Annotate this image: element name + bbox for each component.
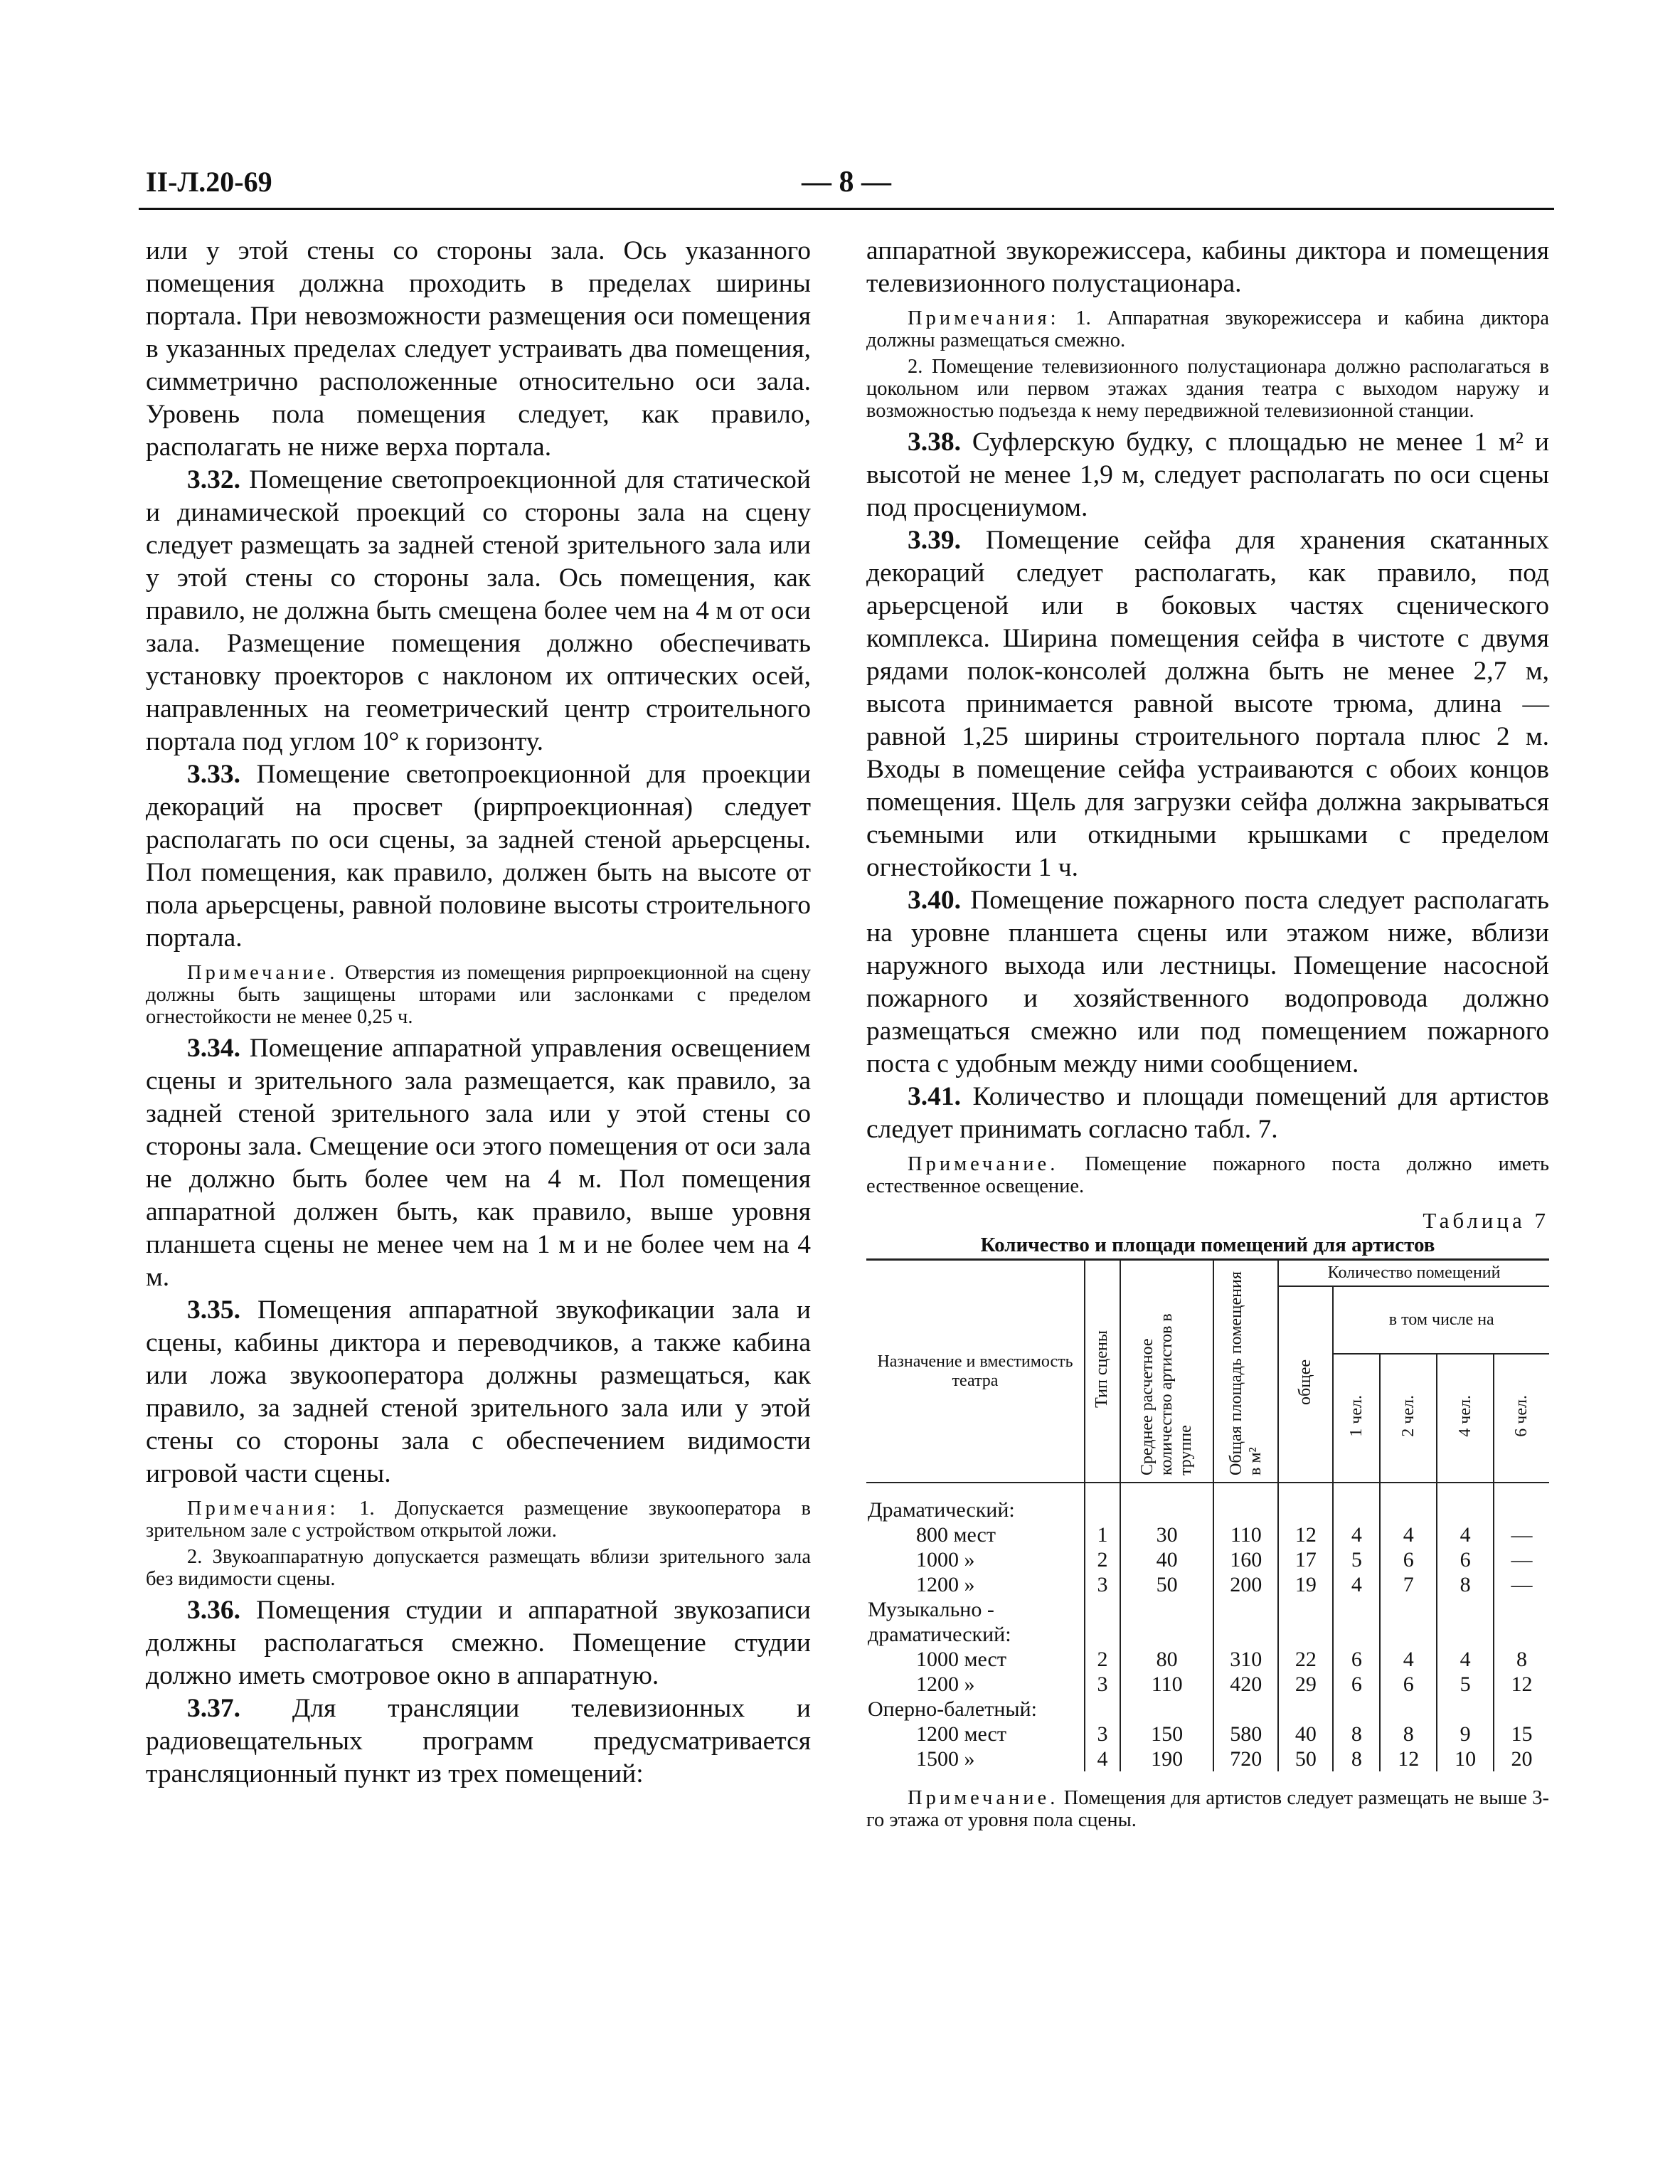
note-label: Примечание. <box>187 962 339 984</box>
area-cell: 160 <box>1213 1547 1278 1572</box>
p6-cell: — <box>1494 1572 1549 1597</box>
p4-cell: 4 <box>1437 1647 1494 1672</box>
section-text: Помещение светопроекционной для проекции декораций на просвет (рирпроекционная) следует располагать по оси сцены, за задней стеной арьерсцены. Пол помещения, как правило, должен быть на высоте от пола арьерсцены, равной половине высоты строительного портала. <box>146 760 811 953</box>
header-including: в том числе на <box>1333 1286 1549 1354</box>
section-number: 3.32. <box>187 465 240 494</box>
note-label: Примечание. <box>908 1153 1059 1175</box>
stage-type-cell: 1 <box>1085 1522 1120 1547</box>
header-total: общее <box>1278 1286 1333 1483</box>
section-text: Суфлерскую будку, с площадью не менее 1 м² и высотой не менее 1,9 м, следует располагать по оси сцены под просцениумом. <box>866 428 1549 522</box>
area-cell: 580 <box>1213 1722 1278 1746</box>
artists-cell: 150 <box>1120 1722 1214 1746</box>
section-3-33 <box>146 758 811 955</box>
p6-cell: 15 <box>1494 1722 1549 1746</box>
total-cell: 19 <box>1278 1572 1333 1597</box>
note-label: Примечания: <box>187 1497 339 1520</box>
stage-type-cell: 3 <box>1085 1572 1120 1597</box>
left-column <box>146 235 811 1791</box>
section-number: 3.34. <box>187 1034 240 1063</box>
note-broadcast-1 <box>866 307 1549 351</box>
capacity-cell: 1200 » <box>866 1672 1085 1697</box>
total-cell: 12 <box>1278 1522 1333 1547</box>
header-avg-artists: Среднее расчетное количество артистов в труппе <box>1120 1260 1214 1483</box>
p2-cell: 6 <box>1380 1547 1437 1572</box>
table-section-row <box>866 1697 1549 1722</box>
area-cell: 200 <box>1213 1572 1278 1597</box>
table-row <box>866 1647 1549 1672</box>
note-text: Отверстия из помещения рирпроекционной на сцену должны быть защищены шторами или заслонками с пределом огнестойкости не менее 0,25 ч. <box>146 962 811 1028</box>
table-row <box>866 1722 1549 1746</box>
table-caption: Таблица 7 <box>1423 1208 1549 1233</box>
section-text: Количество и площади помещений для артистов следует принимать согласно табл. 7. <box>866 1082 1549 1144</box>
section-3-36 <box>146 1594 811 1692</box>
p6-cell: — <box>1494 1522 1549 1547</box>
p2-cell: 12 <box>1380 1746 1437 1771</box>
table-row <box>866 1746 1549 1771</box>
artists-cell: 40 <box>1120 1547 1214 1572</box>
p6-cell: 8 <box>1494 1647 1549 1672</box>
p4-cell: 6 <box>1437 1547 1494 1572</box>
capacity-cell: 1200 мест <box>866 1722 1085 1746</box>
table-title: Количество и площади помещений для артистов <box>980 1234 1435 1256</box>
table-row <box>866 1547 1549 1572</box>
right-column <box>866 235 1549 1835</box>
section-number: 3.35. <box>187 1295 240 1325</box>
note-sound-2: 2. Звукоаппаратную допускается размещать вблизи зрительного зала без видимости сцены. <box>146 1546 811 1590</box>
section-label: Музыкально - драматический: <box>866 1597 1085 1647</box>
note-text: 1. Допускается размещение звукооператора в зрительном зале с устройством открытой ложи. <box>146 1497 811 1542</box>
note-broadcast-2: 2. Помещение телевизионного полустационара должно располагаться в цокольном или первом этажах здания театра с выходом наружу и возможностью подъезда к нему передвижной телевизионной станции. <box>866 356 1549 422</box>
p2-cell: 7 <box>1380 1572 1437 1597</box>
capacity-cell: 1000 мест <box>866 1647 1085 1672</box>
note-fire-post <box>866 1153 1549 1197</box>
header-total-area: Общая площадь помещения в м² <box>1213 1260 1278 1483</box>
section-3-40 <box>866 884 1549 1081</box>
p6-cell: 12 <box>1494 1672 1549 1697</box>
p6-cell: 20 <box>1494 1746 1549 1771</box>
total-cell: 22 <box>1278 1647 1333 1672</box>
table-row <box>866 1522 1549 1547</box>
section-label: Оперно-балетный: <box>866 1697 1085 1722</box>
section-number: 3.39. <box>908 526 961 555</box>
table-section-row <box>866 1483 1549 1522</box>
paragraph-continued: или у этой стены со стороны зала. Ось указанного помещения должна проходить в пределах ширины портала. При невозможности размещения оси помещения в указанных пределах следует устраивать два помещения, симметрично расположенные относительно оси зала. Уровень пола помещения следует, как правило, располагать не ниже верха портала. <box>146 236 811 462</box>
area-cell: 110 <box>1213 1522 1278 1547</box>
stage-type-cell: 3 <box>1085 1722 1120 1746</box>
p1-cell: 5 <box>1333 1547 1380 1572</box>
p2-cell: 6 <box>1380 1672 1437 1697</box>
stage-type-cell: 3 <box>1085 1672 1120 1697</box>
p2-cell: 4 <box>1380 1647 1437 1672</box>
artists-cell: 30 <box>1120 1522 1214 1547</box>
capacity-cell: 1200 » <box>866 1572 1085 1597</box>
p4-cell: 8 <box>1437 1572 1494 1597</box>
section-number: 3.38. <box>908 428 961 457</box>
artists-cell: 80 <box>1120 1647 1214 1672</box>
header-6-persons: 6 чел. <box>1494 1354 1549 1483</box>
document-code: II-Л.20-69 <box>146 166 272 198</box>
note-artists-floor <box>866 1787 1549 1831</box>
header-2-persons: 2 чел. <box>1380 1354 1437 1483</box>
p6-cell: — <box>1494 1547 1549 1572</box>
section-text: Помещение аппаратной управления освещением сцены и зрительного зала размещается, как правило, за задней стеной зрительного зала или у этой стены со стороны зала. Смещение оси этого помещения от оси зала не должно быть более чем на 4 м. Пол помещения аппаратной должен быть, как правило, выше уровня планшета сцены не менее чем на 1 м и не более чем на 4 м. <box>146 1034 811 1292</box>
p2-cell: 4 <box>1380 1522 1437 1547</box>
table-row <box>866 1572 1549 1597</box>
p1-cell: 6 <box>1333 1672 1380 1697</box>
artists-rooms-table <box>866 1258 1549 1771</box>
section-text: Помещения студии и аппаратной звукозаписи должны располагаться смежно. Помещение студии должно иметь смотровое окно в аппаратную. <box>146 1596 811 1690</box>
section-3-32 <box>146 464 811 758</box>
area-cell: 420 <box>1213 1672 1278 1697</box>
note-label: Примечания: <box>908 307 1060 329</box>
p2-cell: 8 <box>1380 1722 1437 1746</box>
p1-cell: 4 <box>1333 1572 1380 1597</box>
note-text: Помещение пожарного поста должно иметь естественное освещение. <box>866 1153 1549 1197</box>
note-label: Примечание. <box>908 1787 1059 1809</box>
artists-cell: 190 <box>1120 1746 1214 1771</box>
artists-cell: 50 <box>1120 1572 1214 1597</box>
p4-cell: 5 <box>1437 1672 1494 1697</box>
capacity-cell: 1500 » <box>866 1746 1085 1771</box>
p1-cell: 6 <box>1333 1647 1380 1672</box>
p4-cell: 9 <box>1437 1722 1494 1746</box>
section-number: 3.33. <box>187 760 240 789</box>
header-4-persons: 4 чел. <box>1437 1354 1494 1483</box>
area-cell: 720 <box>1213 1746 1278 1771</box>
header-stage-type: Тип сцены <box>1085 1260 1120 1483</box>
section-text: Помещение сейфа для хранения скатанных декораций следует располагать, как правило, под арьерсценой или в боковых частях сценического комплекса. Ширина помещения сейфа в чистоте с двумя рядами полок-консолей должна быть не менее 2,7 м, высота принимается равной высоте трюма, длина — равной 1,25 ширины строительного портала плюс 2 м. Входы в помещение сейфа устраиваются с обоих концов помещения. Щель для загрузки сейфа должна закрываться съемными или откидными крышками с пределом огнестойкости 1 ч. <box>866 526 1549 882</box>
page-header <box>139 165 1554 210</box>
section-3-38 <box>866 426 1549 524</box>
artists-cell: 110 <box>1120 1672 1214 1697</box>
note-text: 1. Аппаратная звукорежиссера и кабина диктора должны размещаться смежно. <box>866 307 1549 351</box>
header-purpose: Назначение и вместимость театра <box>866 1260 1085 1483</box>
stage-type-cell: 4 <box>1085 1746 1120 1771</box>
section-text: Помещение светопроекционной для статической и динамической проекций со стороны зала на сцену следует размещать за задней стеной зрительного зала или у этой стены со стороны зала. Ось помещения, как правило, не должна быть смещена более чем на 4 м от оси зала. Размещение помещения должно обеспечивать установку проекторов с наклоном их оптических осей, направленных на геометрический центр строительного портала под углом 10° к горизонту. <box>146 465 811 756</box>
section-3-41 <box>866 1081 1549 1146</box>
page-number: — 8 — <box>802 166 891 198</box>
paragraph-continued: аппаратной звукорежиссера, кабины диктора и помещения телевизионного полустационара. <box>866 236 1549 298</box>
p1-cell: 8 <box>1333 1746 1380 1771</box>
capacity-cell: 800 мест <box>866 1522 1085 1547</box>
section-text: Для трансляции телевизионных и радиовещательных программ предусматривается трансляционный пункт из трех помещений: <box>146 1694 811 1788</box>
total-cell: 40 <box>1278 1722 1333 1746</box>
p4-cell: 4 <box>1437 1522 1494 1547</box>
table-row <box>866 1672 1549 1697</box>
section-number: 3.41. <box>908 1082 961 1111</box>
section-number: 3.40. <box>908 886 961 915</box>
area-cell: 310 <box>1213 1647 1278 1672</box>
p1-cell: 4 <box>1333 1522 1380 1547</box>
section-number: 3.37. <box>187 1694 240 1723</box>
stage-type-cell: 2 <box>1085 1647 1120 1672</box>
total-cell: 17 <box>1278 1547 1333 1572</box>
section-text: Помещения аппаратной звукофикации зала и сцены, кабины диктора и переводчиков, а также кабина или ложа звукооператора должны размещаться, как правило, за задней стеной зрительного зала или у этой стены со стороны зала с обеспечением видимости игровой части сцены. <box>146 1295 811 1488</box>
section-3-39 <box>866 524 1549 884</box>
p1-cell: 8 <box>1333 1722 1380 1746</box>
table-section-row <box>866 1597 1549 1647</box>
note-sound-1 <box>146 1497 811 1542</box>
section-3-37 <box>146 1692 811 1791</box>
total-cell: 50 <box>1278 1746 1333 1771</box>
note-text: Помещения для артистов следует размещать не выше 3-го этажа от уровня пола сцены. <box>866 1787 1549 1831</box>
total-cell: 29 <box>1278 1672 1333 1697</box>
p4-cell: 10 <box>1437 1746 1494 1771</box>
note-rirprojection <box>146 962 811 1028</box>
header-room-count: Количество помещений <box>1278 1260 1549 1287</box>
section-number: 3.36. <box>187 1596 240 1625</box>
capacity-cell: 1000 » <box>866 1547 1085 1572</box>
section-label: Драматический: <box>866 1483 1085 1522</box>
stage-type-cell: 2 <box>1085 1547 1120 1572</box>
section-text: Помещение пожарного поста следует располагать на уровне планшета сцены или этажом ниже, вблизи наружного выхода или лестницы. Помещение насосной пожарного и хозяйственного водопровода должно размещаться смежно или под помещением пожарного поста с удобным между ними сообщением. <box>866 886 1549 1078</box>
header-1-person: 1 чел. <box>1333 1354 1380 1483</box>
section-3-35 <box>146 1294 811 1490</box>
section-3-34 <box>146 1032 811 1294</box>
